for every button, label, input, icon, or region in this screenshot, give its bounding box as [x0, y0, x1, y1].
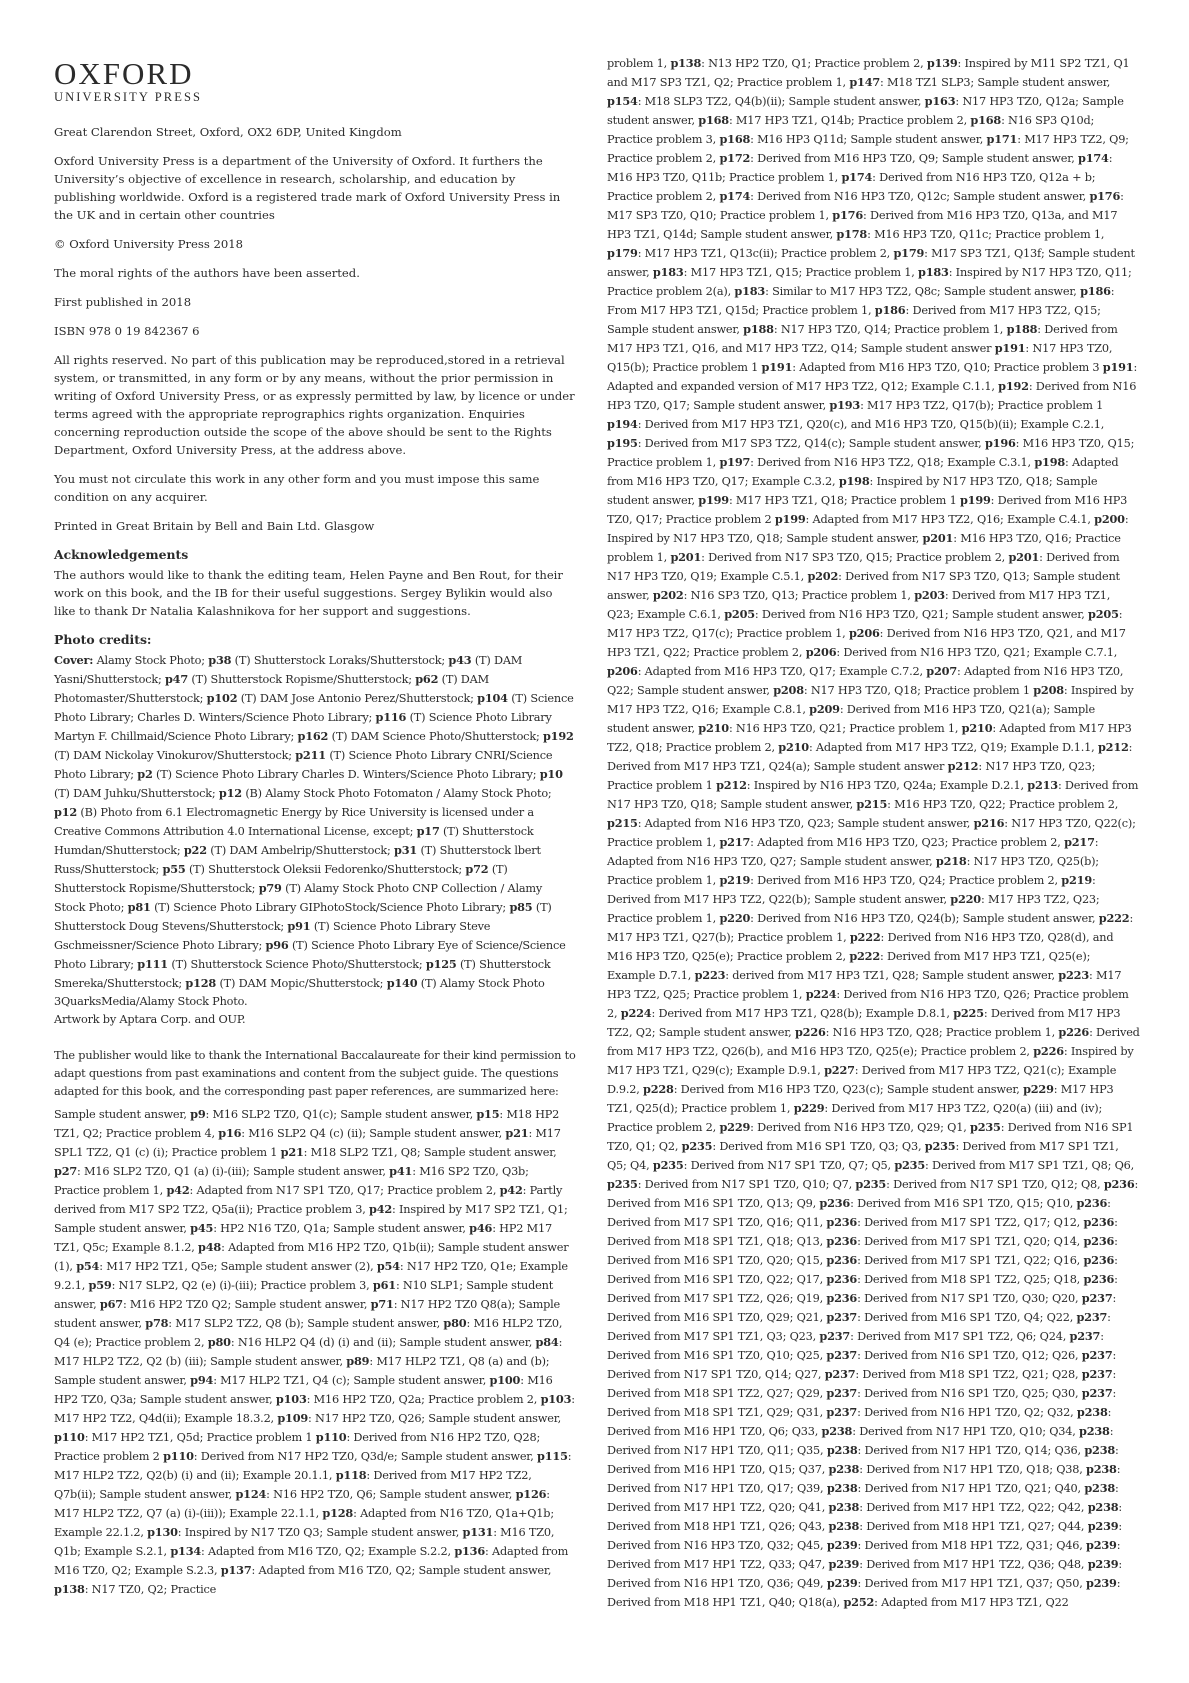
past-paper-references-left: Sample student answer, p9: M16 SLP2 TZ0, Q1(c); Sample student answer, p15: M18 HP2 TZ1, Q2; Practice problem 4, p16: M16 SLP2 Q4 (c) (ii); Sample student answer, p21: M17 SPL1 TZ2, Q1 (c) (i); Practice problem 1 p21: M18 SLP2 TZ1, Q8; Sample student answer, p27: M16 SLP2 TZ0, Q1 (a) (i)-(iii); Sample student answer, p41: M16 SP2 TZ0, Q3b; Practice problem 1, p42: Adapted from N17 SP1 TZ0, Q17; Practice problem 2, p42: Partly derived from M17 SP2 TZ2, Q5a(ii); Practice problem 3, p42: Inspired by M17 SP2 TZ1, Q1; Sample student answer, p45: HP2 N16 TZ0, Q1a; Sample student answer, p46: HP2 M17 TZ1, Q5c; Example 8.1.2, p48: Adapted from M16 HP2 TZ0, Q1b(ii); Sample student answer (1), p54: M17 HP2 TZ1, Q5e; Sample student answer (2), p54: N17 HP2 TZ0, Q1e; Example 9.2.1, p59: N17 SLP2, Q2 (e) (i)-(iii); Practice problem 3, p61: N10 SLP1; Sample student answer, p67: M16 HP2 TZ0 Q2; Sample student answer, p71: N17 HP2 TZ0 Q8(a); Sample student answer, p78: M17 SLP2 TZ2, Q8 (b); Sample student answer, p80: M16 HLP2 TZ0, Q4 (e); Practice problem 2, p80: N16 HLP2 Q4 (d) (i) and (ii); Sample student answer, p84: M17 HLP2 TZ2, Q2 (b) (iii); Sample student answer, p89: M17 HLP2 TZ1, Q8 (a) and (b); Sample student answer, p94: M17 HLP2 TZ1, Q4 (c); Sample student answer, p100: M16 HP2 TZ0, Q3a; Sample student answer, p103: M16 HP2 TZ0, Q2a; Practice problem 2, p103: M17 HP2 TZ2, Q4d(ii); Example 18.3.2, p109: N17 HP2 TZ0, Q26; Sample student answer, p110: M17 HP2 TZ1, Q5d; Practice problem 1 p110: Derived from N16 HP2 TZ0, Q28; Practice problem 2 p110: Derived from N17 HP2 TZ0, Q3d/e; Sample student answer, p115: M17 HLP2 TZ2, Q2(b) (i) and (ii); Example 20.1.1, p118: Derived from M17 HP2 TZ2, Q7b(ii); Sample student answer, p124: N16 HP2 TZ0, Q6; Sample student answer, p126: M17 HLP2 TZ2, Q7 (a) (i)-(iii)); Example 22.1.1, p128: Adapted from N16 TZ0, Q1a+Q1b; Example 22.1.2, p130: Inspired by N17 TZ0 Q3; Sample student answer, p131: M16 TZ0, Q1b; Example S.2.1, p134: Adapted from M16 TZ0, Q2; Example S.2.2, p136: Adapted from M16 TZ0, Q2; Example S.2.3, p137: Adapted from M16 TZ0, Q2; Sample student answer, p138: N17 TZ0, Q2; Practice: [54, 1107, 575, 1596]
publisher-address: Great Clarendon Street, Oxford, OX2 6DP, United Kingdom: [54, 125, 402, 139]
artwork-credit: Artwork by Aptara Corp. and OUP.: [54, 1013, 246, 1026]
isbn: ISBN 978 0 19 842367 6: [54, 324, 200, 338]
first-published: First published in 2018: [54, 295, 192, 309]
photo-credits-block: [54, 651, 576, 1029]
printed-in: Printed in Great Britain by Bell and Bain Ltd. Glasgow: [54, 519, 375, 533]
photo-credits-text: Alamy Stock Photo; p38 (T) Shutterstock Loraks/Shutterstock; p43 (T) DAM Yasni/Shutterstock; p47 (T) Shutterstock Ropisme/Shutterstock; p62 (T) DAM Photomaster/Shutterstock; p102 (T) DAM Jose Antonio Perez/Shutterstock; p104 (T) Science Photo Library; Charles D. Winters/Science Photo Library; p116 (T) Science Photo Library Martyn F. Chillmaid/Science Photo Library; p162 (T) DAM Science Photo/Shutterstock; p192 (T) DAM Nickolay Vinokurov/Shutterstock; p211 (T) Science Photo Library CNRI/Science Photo Library; p2 (T) Science Photo Library Charles D. Winters/Science Photo Library; p10 (T) DAM Juhku/Shutterstock; p12 (B) Alamy Stock Photo Fotomaton / Alamy Stock Photo; p12 (B) Photo from 6.1 Electromagnetic Energy by Rice University is licensed under a Creative Commons Attribution 4.0 International License, except; p17 (T) Shutterstock Humdan/Shutterstock; p22 (T) DAM Ambelrip/Shutterstock; p31 (T) Shutterstock lbert Russ/Shutterstock; p55 (T) Shutterstock Oleksii Fedorenko/Shutterstock; p72 (T) Shutterstock Ropisme/Shutterstock; p79 (T) Alamy Stock Photo CNP Collection / Alamy Stock Photo; p81 (T) Science Photo Library GIPhotoStock/Science Photo Library; p85 (T) Shutterstock Doug Stevens/Shutterstock; p91 (T) Science Photo Library Steve Gschmeissner/Science Photo Library; p96 (T) Science Photo Library Eye of Science/Science Photo Library; p111 (T) Shutterstock Science Photo/Shutterstock; p125 (T) Shutterstock Smereka/Shutterstock; p128 (T) DAM Mopic/Shutterstock; p140 (T) Alamy Stock Photo 3QuarksMedia/Alamy Stock Photo.: [54, 653, 574, 1008]
cover-label: Cover:: [54, 653, 94, 667]
past-paper-references-right: problem 1, p138: N13 HP2 TZ0, Q1; Practice problem 2, p139: Inspired by M11 SP2 TZ1, Q1 and M17 SP3 TZ1, Q2; Practice problem 1, p147: M18 TZ1 SLP3; Sample student answer, p154: M18 SLP3 TZ2, Q4(b)(ii); Sample student answer, p163: N17 HP3 TZ0, Q12a; Sample student answer, p168: M17 HP3 TZ1, Q14b; Practice problem 2, p168: N16 SP3 Q10d; Practice problem 3, p168: M16 HP3 Q11d; Sample student answer, p171: M17 HP3 TZ2, Q9; Practice problem 2, p172: Derived from M16 HP3 TZ0, Q9; Sample student answer, p174: M16 HP3 TZ0, Q11b; Practice problem 1, p174: Derived from N16 HP3 TZ0, Q12a + b; Practice problem 2, p174: Derived from N16 HP3 TZ0, Q12c; Sample student answer, p176: M17 SP3 TZ0, Q10; Practice problem 1, p176: Derived from M16 HP3 TZ0, Q13a, and M17 HP3 TZ1, Q14d; Sample student answer, p178: M16 HP3 TZ0, Q11c; Practice problem 1, p179: M17 HP3 TZ1, Q13c(ii); Practice problem 2, p179: M17 SP3 TZ1, Q13f; Sample student answer, p183: M17 HP3 TZ1, Q15; Practice problem 1, p183: Inspired by N17 HP3 TZ0, Q11; Practice problem 2(a), p183: Similar to M17 HP3 TZ2, Q8c; Sample student answer, p186: From M17 HP3 TZ1, Q15d; Practice problem 1, p186: Derived from M17 HP3 TZ2, Q15; Sample student answer, p188: N17 HP3 TZ0, Q14; Practice problem 1, p188: Derived from M17 HP3 TZ1, Q16, and M17 HP3 TZ2, Q14; Sample student answer p191: N17 HP3 TZ0, Q15(b); Practice problem 1 p191: Adapted from M16 HP3 TZ0, Q10; Practice problem 3 p191: Adapted and expanded version of M17 HP3 TZ2, Q12; Example C.1.1, p192: Derived from N16 HP3 TZ0, Q17; Sample student answer, p193: M17 HP3 TZ2, Q17(b); Practice problem 1 p194: Derived from M17 HP3 TZ1, Q20(c), and M16 HP3 TZ0, Q15(b)(ii); Example C.2.1, p195: Derived from M17 SP3 TZ2, Q14(c); Sample student answer, p196: M16 HP3 TZ0, Q15; Practice problem 1, p197: Derived from N16 HP3 TZ2, Q18; Example C.3.1, p198: Adapted from M16 HP3 TZ0, Q17; Example C.3.2, p198: Inspired by N17 HP3 TZ0, Q18; Sample student answer, p199: M17 HP3 TZ1, Q18; Practice problem 1 p199: Derived from M16 HP3 TZ0, Q17; Practice problem 2 p199: Adapted from M17 HP3 TZ2, Q16; Example C.4.1, p200: Inspired by N17 HP3 TZ0, Q18; Sample student answer, p201: M16 HP3 TZ0, Q16; Practice problem 1, p201: Derived from N17 SP3 TZ0, Q15; Practice problem 2, p201: Derived from N17 HP3 TZ0, Q19; Example C.5.1, p202: Derived from N17 SP3 TZ0, Q13; Sample student answer, p202: N16 SP3 TZ0, Q13; Practice problem 1, p203: Derived from M17 HP3 TZ1, Q23; Example C.6.1, p205: Derived from N16 HP3 TZ0, Q21; Sample student answer, p205: M17 HP3 TZ2, Q17(c); Practice problem 1, p206: Derived from N16 HP3 TZ0, Q21, and M17 HP3 TZ1, Q22; Practice problem 2, p206: Derived from N16 HP3 TZ0, Q21; Example C.7.1, p206: Adapted from M16 HP3 TZ0, Q17; Example C.7.2, p207: Adapted from N16 HP3 TZ0, Q22; Sample student answer, p208: N17 HP3 TZ0, Q18; Practice problem 1 p208: Inspired by M17 HP3 TZ2, Q16; Example C.8.1, p209: Derived from M16 HP3 TZ0, Q21(a); Sample student answer, p210: N16 HP3 TZ0, Q21; Practice problem 1, p210: Adapted from M17 HP3 TZ2, Q18; Practice problem 2, p210: Adapted from M17 HP3 TZ2, Q19; Example D.1.1, p212: Derived from M17 HP3 TZ1, Q24(a); Sample student answer p212: N17 HP3 TZ0, Q23; Practice problem 1 p212: Inspired by N16 HP3 TZ0, Q24a; Example D.2.1, p213: Derived from N17 HP3 TZ0, Q18; Sample student answer, p215: M16 HP3 TZ0, Q22; Practice problem 2, p215: Adapted from N16 HP3 TZ0, Q23; Sample student answer, p216: N17 HP3 TZ0, Q22(c); Practice problem 1, p217: Adapted from M16 HP3 TZ0, Q23; Practice problem 2, p217: Adapted from N16 HP3 TZ0, Q27; Sample student answer, p218: N17 HP3 TZ0, Q25(b); Practice problem 1, p219: Derived from M16 HP3 TZ0, Q24; Practice problem 2, p219: Derived from M17 HP3 TZ2, Q22(b); Sample student answer, p220: M17 HP3 TZ2, Q23; Practice problem 1, p220: Derived from N16 HP3 TZ0, Q24(b); Sample student answer, p222: M17 HP3 TZ1, Q27(b); Practice problem 1, p222: Derived from N16 HP3 TZ0, Q28(d), and M16 HP3 TZ0, Q25(e); Practice problem 2, p222: Derived from M17 HP3 TZ1, Q25(e); Example D.7.1, p223: derived from M17 HP3 TZ1, Q28; Sample student answer, p223: M17 HP3 TZ2, Q25; Practice problem 1, p224: Derived from N16 HP3 TZ0, Q26; Practice problem 2, p224: Derived from M17 HP3 TZ1, Q28(b); Example D.8.1, p225: Derived from M17 HP3 TZ2, Q2; Sample student answer, p226: N16 HP3 TZ0, Q28; Practice problem 1, p226: Derived from M17 HP3 TZ2, Q26(b), and M16 HP3 TZ0, Q25(e); Practice problem 2, p226: Inspired by M17 HP3 TZ1, Q29(c); Example D.9.1, p227: Derived from M17 HP3 TZ2, Q21(c); Example D.9.2, p228: Derived from M16 HP3 TZ0, Q23(c); Sample student answer, p229: M17 HP3 TZ1, Q25(d); Practice problem 1, p229: Derived from M17 HP3 TZ2, Q20(a) (iii) and (iv); Practice problem 2, p229: Derived from N16 HP3 TZ0, Q29; Q1, p235: Derived from N16 SP1 TZ0, Q1; Q2, p235: Derived from M16 SP1 TZ0, Q3; Q3, p235: Derived from M17 SP1 TZ1, Q5; Q4, p235: Derived from N17 SP1 TZ0, Q7; Q5, p235: Derived from M17 SP1 TZ1, Q8; Q6, p235: Derived from N17 SP1 TZ0, Q10; Q7, p235: Derived from N17 SP1 TZ0, Q12; Q8, p236: Derived from M16 SP1 TZ0, Q13; Q9, p236: Derived from M16 SP1 TZ0, Q15; Q10, p236: Derived from M17 SP1 TZ0, Q16; Q11, p236: Derived from M17 SP1 TZ2, Q17; Q12, p236: Derived from M18 SP1 TZ1, Q18; Q13, p236: Derived from M17 SP1 TZ1, Q20; Q14, p236: Derived from M16 SP1 TZ0, Q20; Q15, p236: Derived from M17 SP1 TZ1, Q22; Q16, p236: Derived from M16 SP1 TZ0, Q22; Q17, p236: Derived from M18 SP1 TZ2, Q25; Q18, p236: Derived from M17 SP1 TZ2, Q26; Q19, p236: Derived from N17 SP1 TZ0, Q30; Q20, p237: Derived from M16 SP1 TZ0, Q29; Q21, p237: Derived from M16 SP1 TZ0, Q4; Q22, p237: Derived from M17 SP1 TZ1, Q3; Q23, p237: Derived from M17 SP1 TZ2, Q6; Q24, p237: Derived from M16 SP1 TZ0, Q10; Q25, p237: Derived from N16 SP1 TZ0, Q12; Q26, p237: Derived from N17 SP1 TZ0, Q14; Q27, p237: Derived from M18 SP1 TZ2, Q21; Q28, p237: Derived from M18 SP1 TZ2, Q27; Q29, p237: Derived from N16 SP1 TZ0, Q25; Q30, p237: Derived from M18 SP1 TZ1, Q29; Q31, p237: Derived from N16 HP1 TZ0, Q2; Q32, p238: Derived from M16 HP1 TZ0, Q6; Q33, p238: Derived from N17 HP1 TZ0, Q10; Q34, p238: Derived from N17 HP1 TZ0, Q11; Q35, p238: Derived from N17 HP1 TZ0, Q14; Q36, p238: Derived from M16 HP1 TZ0, Q15; Q37, p238: Derived from N17 HP1 TZ0, Q18; Q38, p238: Derived from N17 HP1 TZ0, Q17; Q39, p238: Derived from N17 HP1 TZ0, Q21; Q40, p238: Derived from M17 HP1 TZ2, Q20; Q41, p238: Derived from M17 HP1 TZ2, Q22; Q42, p238: Derived from M18 HP1 TZ1, Q26; Q43, p238: Derived from M18 HP1 TZ1, Q27; Q44, p239: Derived from N16 HP3 TZ0, Q32; Q45, p239: Derived from M18 HP1 TZ2, Q31; Q46, p239: Derived from M17 HP1 TZ2, Q33; Q47, p239: Derived from M17 HP1 TZ2, Q36; Q48, p239: Derived from N16 HP1 TZ0, Q36; Q49, p239: Derived from M17 HP1 TZ1, Q37; Q50, p239: Derived from M18 HP1 TZ1, Q40; Q18(a), p252: Adapted from M17 HP3 TZ1, Q22: [607, 56, 1140, 1609]
copyright-notice: © Oxford University Press 2018: [54, 237, 243, 251]
acknowledgements-heading: Acknowledgements: [54, 547, 189, 562]
moral-rights: The moral rights of the authors have been asserted.: [54, 266, 360, 280]
ib-thanks: The publisher would like to thank the International Baccalaureate for their kind permission to adapt questions from past examinations and content from the subject guide. The questions adapted for this book, and the corresponding past paper references, are summarized here:: [54, 1049, 576, 1098]
rights-reserved: All rights reserved. No part of this publication may be reproduced,stored in a retrieval system, or transmitted, in any form or by any means, without the prior permission in writing of Oxford University Press, or as expressly permitted by law, by licence or under terms agreed with the appropriate reprographics rights organization. Enquiries concerning reproduction outside the scope of the above should be sent to the Rights Department, Oxford University Press, at the address above.: [54, 353, 575, 457]
publisher-logo-title: OXFORD: [54, 56, 194, 91]
acknowledgements-text: The authors would like to thank the editing team, Helen Payne and Ben Rout, for their work on this book, and the IB for their useful suggestions. Sergey Bylikin would also like to thank Dr Natalia Kalashnikova for her support and suggestions.: [54, 568, 563, 618]
publisher-logo-subtitle: UNIVERSITY PRESS: [54, 90, 203, 104]
right-column: [607, 54, 1140, 1612]
publisher-about: Oxford University Press is a department of the University of Oxford. It furthers the University’s objective of excellence in research, scholarship, and education by publishing worldwide. Oxford is a registered trade mark of Oxford University Press in the UK and in certain other countries: [54, 154, 561, 222]
circulation-notice: You must not circulate this work in any other form and you must impose this same condition on any acquirer.: [54, 472, 540, 504]
photo-credits-heading: Photo credits:: [54, 632, 152, 647]
left-column: [54, 58, 576, 1599]
